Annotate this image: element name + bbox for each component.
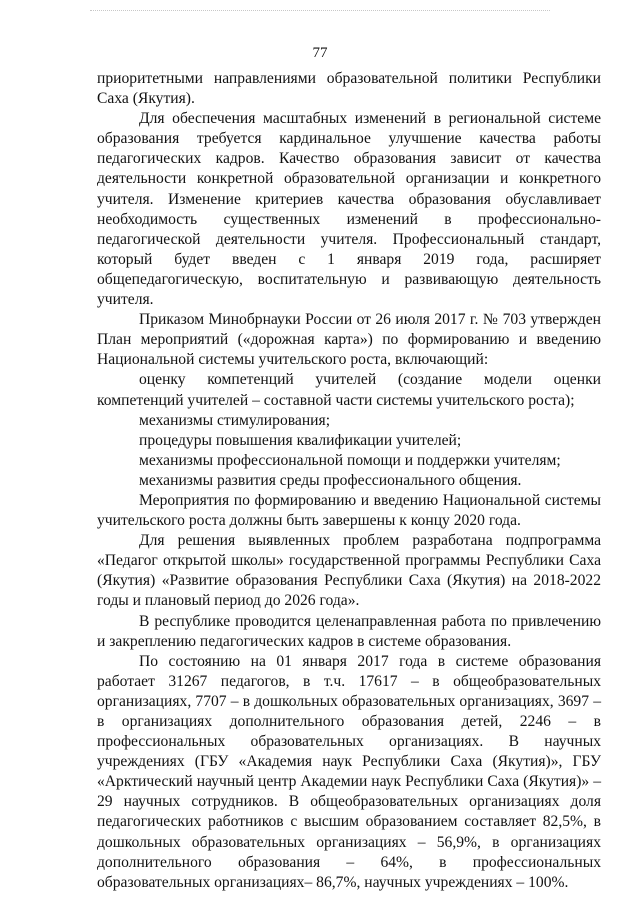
list-item-incentives: механизмы стимулирования; [139, 411, 331, 429]
paragraph-regional-system: Для обеспечения масштабных изменений в региональной системе образования требуется кардинальное улучшение качества работы педагогических кадров. Качество образования зависит от качества деятельности конкретной образовательной организации и конкретного учителя. Изменение критериев качества образования обуславливает необходимость существенных изменений в профессионально-педагогической деятельности учителя. Профессиональный стандарт, который будет введен с 1 января 2019 года, расширяет общепедагогическую, воспитательную и развивающую деятельность учителя. [97, 110, 601, 309]
list-item-competence-assessment: оценку компетенций учителей (создание модели оценки компетенций учителей – составной части системы учительского роста); [97, 371, 601, 409]
paragraph-statistics: По состоянию на 01 января 2017 года в системе образования работает 31267 педагогов, в т.ч. 17617 – в общеобразовательных организациях, 7707 – в дошкольных образовательных организациях, 3697 – в организациях дополнительного образования детей, 2246 – в профессиональных образовательных организациях. В научных учреждениях (ГБУ «Академия наук Республики Саха (Якутия)», ГБУ «Арктический научный центр Академии наук Республики Саха (Якутия)» – 29 научных сотрудников. В общеобразовательных организациях доля педагогических работников с высшим образованием составляет 82,5%, в дошкольных образовательных организациях – 56,9%, в организациях дополнительного образования – 64%, в профессиональных образовательных организациях– 86,7%, научных учреждениях – 100%. [97, 652, 601, 891]
document-body [97, 69, 601, 893]
paragraph-deadline: Мероприятия по формированию и введению Национальной системы учительского роста должны быть завершены к концу 2020 года. [97, 491, 601, 530]
list-item-qualification: процедуры повышения квалификации учителей; [139, 431, 462, 449]
paragraph-subprogram: Для решения выявленных проблем разработана подпрограмма «Педагог открытой школы» государственной программы Республики Саха (Якутия) «Развитие образования Республики Саха (Якутия) на 2018-2022 годы и плановый период до 2026 года». [97, 532, 601, 610]
scan-header-artifact [90, 10, 550, 11]
list-item-communication-environment: механизмы развития среды профессионального общения. [139, 471, 522, 489]
paragraph-continuation: приоритетными направлениями образовательной политики Республики Саха (Якутия). [97, 70, 601, 108]
page-number: 77 [312, 45, 328, 61]
paragraph-staff-retention: В республике проводится целенаправленная работа по привлечению и закреплению педагогических кадров в системе образования. [97, 612, 601, 650]
paragraph-ministry-order: Приказом Минобрнауки России от 26 июля 2017 г. № 703 утвержден План мероприятий («дорожная карта») по формированию и введению Национальной системы учительского роста, включающий: [97, 311, 601, 369]
list-item-professional-support: механизмы профессиональной помощи и поддержки учителям; [139, 451, 561, 469]
